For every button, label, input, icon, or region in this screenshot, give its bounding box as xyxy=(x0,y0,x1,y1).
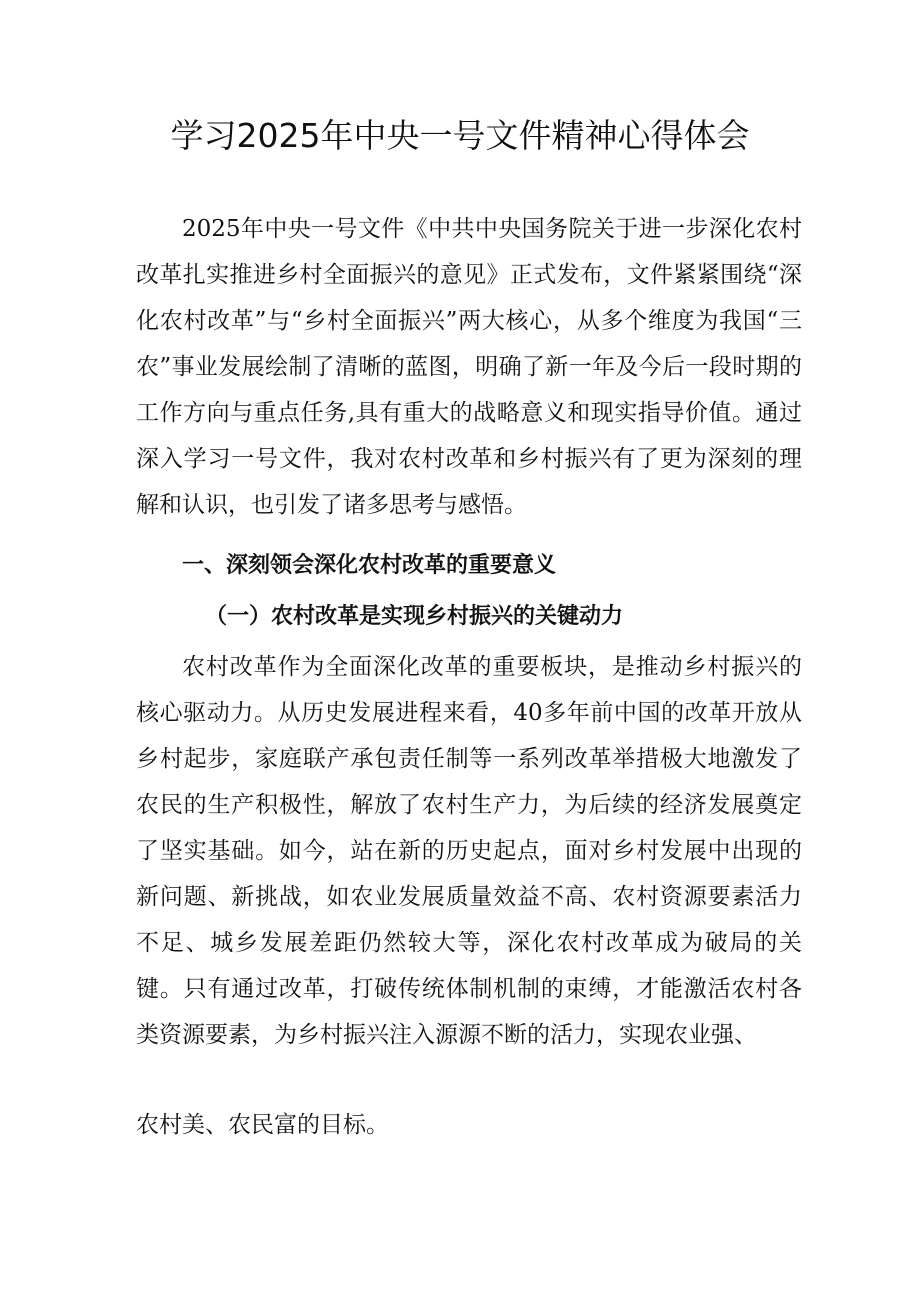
body-paragraph: 农村改革作为全面深化改革的重要板块，是推动乡村振兴的核心驱动力。从历史发展进程来看，40多年前中国的改革开放从乡村起步，家庭联产承包责任制等一系列改革举措极大地激发了农民的生产积极性，解放了农村生产力，为后续的经济发展奠定了坚实基础。如今，站在新的历史起点，面对乡村发展中出现的新问题、新挑战，如农业发展质量效益不高、农村资源要素活力不足、城乡发展差距仍然较大等，深化农村改革成为破局的关键。只有通过改革，打破传统体制机制的束缚，才能激活农村各类资源要素，为乡村振兴注入源源不断的活力，实现农业强、 xyxy=(136,654,802,1048)
document-title: 学习2025年中央一号文件精神心得体会 xyxy=(170,116,750,155)
body-paragraph-last-line: 农村美、农民富的目标。 xyxy=(136,1112,389,1138)
subsection-heading: （一）农村改革是实现乡村振兴的关键动力 xyxy=(205,604,624,629)
intro-paragraph: 2025年中央一号文件《中共中央国务院关于进一步深化农村改革扎实推进乡村全面振兴的意见》正式发布，文件紧紧围绕“深化农村改革”与“乡村全面振兴”两大核心，从多个维度为我国“三农”事业发展绘制了清晰的蓝图，明确了新一年及今后一段时期的工作方向与重点任务,具有重大的战略意义和现实指导价值。通过深入学习一号文件，我对农村改革和乡村振兴有了更为深刻的理解和认识，也引发了诸多思考与感悟。 xyxy=(136,216,802,518)
section-heading: 一、深刻领会深化农村改革的重要意义 xyxy=(182,553,557,578)
